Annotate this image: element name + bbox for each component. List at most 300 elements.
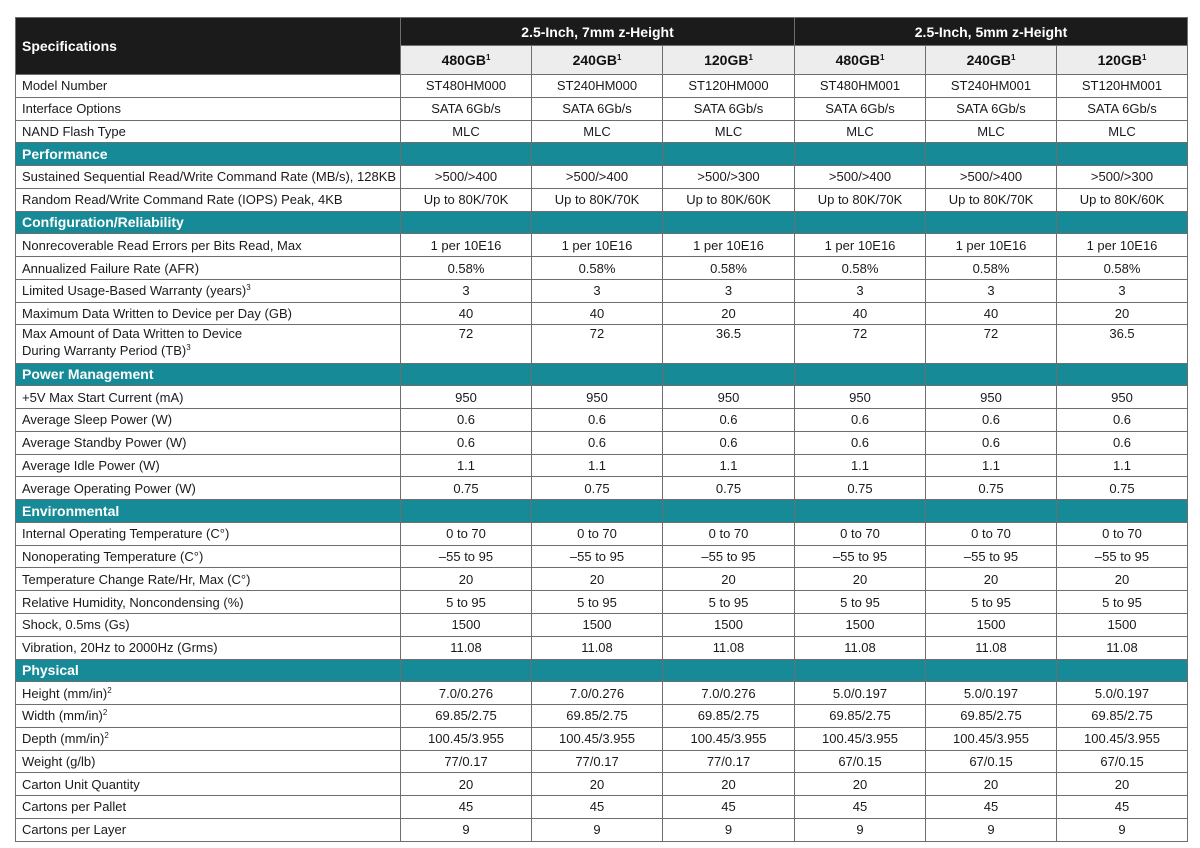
row-label-text: Weight (g/lb) — [22, 753, 96, 769]
capacity-label: 120GB — [1097, 52, 1142, 68]
spec-value: Up to 80K/60K — [663, 188, 795, 211]
section-row-configuration-reliability — [16, 211, 1188, 234]
section-row-environmental — [16, 500, 1188, 523]
row-label — [16, 166, 401, 189]
spec-value: 7.0/0.276 — [401, 682, 532, 705]
spec-value: 0 to 70 — [795, 522, 926, 545]
spec-value: 1.1 — [663, 454, 795, 477]
section-fill — [663, 500, 795, 523]
spec-value: 100.45/3.955 — [1057, 727, 1188, 750]
section-fill — [532, 211, 663, 234]
spec-value: 20 — [1057, 568, 1188, 591]
spec-value: 45 — [401, 796, 532, 819]
spec-value: 1500 — [926, 613, 1057, 636]
spec-value: SATA 6Gb/s — [532, 97, 663, 120]
section-fill — [401, 143, 532, 166]
spec-value: 0.75 — [532, 477, 663, 500]
row-label — [16, 188, 401, 211]
spec-value: 0 to 70 — [663, 522, 795, 545]
spec-value: 1 per 10E16 — [1057, 234, 1188, 257]
spec-value: 5.0/0.197 — [1057, 682, 1188, 705]
capacity-label: 480GB — [835, 52, 880, 68]
spec-value: 20 — [795, 568, 926, 591]
spec-value: >500/>400 — [401, 166, 532, 189]
row-label-text: Shock, 0.5ms (Gs) — [22, 617, 130, 633]
spec-value: 1 per 10E16 — [401, 234, 532, 257]
row-label — [16, 727, 401, 750]
section-fill — [926, 143, 1057, 166]
spec-value: 950 — [401, 386, 532, 409]
spec-value: 0.75 — [663, 477, 795, 500]
capacity-label: 240GB — [966, 52, 1011, 68]
spec-value: 3 — [795, 279, 926, 302]
spec-value: 0.6 — [926, 431, 1057, 454]
row-label — [16, 750, 401, 773]
section-fill — [926, 211, 1057, 234]
capacity-header-240gb — [926, 46, 1057, 75]
section-fill — [926, 500, 1057, 523]
spec-value: 20 — [532, 568, 663, 591]
spec-row-max-amount-of-data-written-to-device — [16, 325, 1188, 363]
row-label-text: Height (mm/in) — [22, 685, 108, 701]
spec-value: 45 — [926, 796, 1057, 819]
spec-value: 3 — [926, 279, 1057, 302]
section-fill — [663, 143, 795, 166]
spec-value: 20 — [926, 773, 1057, 796]
section-fill — [663, 363, 795, 386]
section-fill — [795, 211, 926, 234]
spec-value: 5 to 95 — [1057, 591, 1188, 614]
spec-value: 0 to 70 — [532, 522, 663, 545]
spec-value: 0.75 — [401, 477, 532, 500]
row-label-text: Model Number — [22, 78, 108, 94]
spec-value: >500/>300 — [663, 166, 795, 189]
row-label — [16, 591, 401, 614]
spec-value: 1500 — [663, 613, 795, 636]
capacity-label: 240GB — [572, 52, 617, 68]
spec-value: 69.85/2.75 — [926, 705, 1057, 728]
spec-value: 20 — [926, 568, 1057, 591]
specifications-header: Specifications — [16, 18, 401, 75]
spec-row-average-sleep-power-w — [16, 409, 1188, 432]
spec-value: 0 to 70 — [401, 522, 532, 545]
spec-value: 0.6 — [532, 409, 663, 432]
spec-value: 20 — [663, 302, 795, 325]
spec-value: 1.1 — [1057, 454, 1188, 477]
spec-row-model-number — [16, 75, 1188, 98]
footnote-marker: 3 — [186, 343, 191, 353]
footnote-marker: 1 — [879, 53, 885, 62]
spec-value: 72 — [401, 325, 532, 363]
section-fill — [1057, 659, 1188, 682]
spec-value: MLC — [401, 120, 532, 143]
section-title: Physical — [16, 659, 401, 682]
spec-value: 5 to 95 — [926, 591, 1057, 614]
spec-value: 950 — [795, 386, 926, 409]
spec-value: 5 to 95 — [795, 591, 926, 614]
spec-value: 45 — [532, 796, 663, 819]
spec-value: 0.75 — [795, 477, 926, 500]
spec-row-cartons-per-pallet — [16, 796, 1188, 819]
spec-value: 69.85/2.75 — [401, 705, 532, 728]
row-label — [16, 75, 401, 98]
spec-value: 1.1 — [532, 454, 663, 477]
section-fill — [1057, 211, 1188, 234]
spec-value: 0.6 — [401, 431, 532, 454]
row-label-text: Max Amount of Data Written to Device — [22, 326, 243, 342]
spec-value: 11.08 — [795, 636, 926, 659]
spec-value: 1 per 10E16 — [663, 234, 795, 257]
spec-value: 45 — [663, 796, 795, 819]
spec-row-5v-max-start-current-ma — [16, 386, 1188, 409]
spec-value: 5.0/0.197 — [926, 682, 1057, 705]
spec-value: 20 — [795, 773, 926, 796]
spec-value: –55 to 95 — [401, 545, 532, 568]
group-header-7mm: 2.5-Inch, 7mm z-Height — [401, 18, 795, 46]
spec-value: 1 per 10E16 — [795, 234, 926, 257]
spec-value: 0.58% — [1057, 257, 1188, 280]
spec-value: 11.08 — [926, 636, 1057, 659]
row-label-text: Vibration, 20Hz to 2000Hz (Grms) — [22, 640, 218, 656]
spec-value: 20 — [663, 568, 795, 591]
spec-value: –55 to 95 — [1057, 545, 1188, 568]
spec-value: 5 to 95 — [663, 591, 795, 614]
section-fill — [795, 363, 926, 386]
spec-value: 1.1 — [926, 454, 1057, 477]
row-label — [16, 773, 401, 796]
spec-row-weight-g-lb — [16, 750, 1188, 773]
spec-value: 5 to 95 — [532, 591, 663, 614]
section-fill — [663, 659, 795, 682]
section-fill — [532, 500, 663, 523]
spec-value: 7.0/0.276 — [663, 682, 795, 705]
spec-value: ST120HM000 — [663, 75, 795, 98]
row-label — [16, 431, 401, 454]
spec-value: 45 — [795, 796, 926, 819]
spec-row-interface-options — [16, 97, 1188, 120]
spec-value: 20 — [1057, 773, 1188, 796]
spec-value: 1 per 10E16 — [926, 234, 1057, 257]
section-row-performance — [16, 143, 1188, 166]
section-fill — [1057, 143, 1188, 166]
spec-value: 36.5 — [1057, 325, 1188, 363]
spec-value: SATA 6Gb/s — [795, 97, 926, 120]
spec-table — [15, 17, 1188, 842]
spec-value: MLC — [532, 120, 663, 143]
spec-row-random-read-write-command-rate-iops-peak-4kb — [16, 188, 1188, 211]
section-fill — [926, 659, 1057, 682]
row-label — [16, 682, 401, 705]
spec-value: 72 — [926, 325, 1057, 363]
spec-value: 0.6 — [1057, 431, 1188, 454]
spec-value: 0.6 — [401, 409, 532, 432]
spec-value: 3 — [1057, 279, 1188, 302]
spec-value: ST240HM000 — [532, 75, 663, 98]
spec-row-nonoperating-temperature-c — [16, 545, 1188, 568]
spec-value: 3 — [663, 279, 795, 302]
spec-value: 0.6 — [663, 431, 795, 454]
spec-value: SATA 6Gb/s — [926, 97, 1057, 120]
row-label — [16, 234, 401, 257]
row-label-text: Sustained Sequential Read/Write Command Rate (MB/s), 128KB — [22, 169, 397, 185]
row-label-text: Average Sleep Power (W) — [22, 412, 173, 428]
spec-value: 72 — [532, 325, 663, 363]
row-label-text: Maximum Data Written to Device per Day (GB) — [22, 306, 292, 322]
spec-value: –55 to 95 — [795, 545, 926, 568]
spec-value: 0 to 70 — [926, 522, 1057, 545]
spec-value: 77/0.17 — [401, 750, 532, 773]
spec-value: MLC — [926, 120, 1057, 143]
spec-value: 20 — [401, 773, 532, 796]
spec-value: 100.45/3.955 — [926, 727, 1057, 750]
spec-value: 3 — [532, 279, 663, 302]
row-label-text: Average Standby Power (W) — [22, 435, 187, 451]
row-label — [16, 279, 401, 302]
capacity-label: 480GB — [441, 52, 486, 68]
spec-value: 0.6 — [663, 409, 795, 432]
spec-value: 9 — [663, 818, 795, 841]
spec-value: 40 — [532, 302, 663, 325]
spec-value: 69.85/2.75 — [795, 705, 926, 728]
spec-value: 11.08 — [663, 636, 795, 659]
spec-row-average-idle-power-w — [16, 454, 1188, 477]
row-label-text-line2: During Warranty Period (TB) — [22, 343, 187, 359]
spec-value: 5.0/0.197 — [795, 682, 926, 705]
row-label — [16, 636, 401, 659]
spec-value: 1 per 10E16 — [532, 234, 663, 257]
spec-value: SATA 6Gb/s — [401, 97, 532, 120]
row-label-text: +5V Max Start Current (mA) — [22, 389, 184, 405]
footnote-marker: 2 — [104, 731, 109, 741]
spec-value: 950 — [926, 386, 1057, 409]
spec-value: SATA 6Gb/s — [1057, 97, 1188, 120]
row-label-text: NAND Flash Type — [22, 123, 126, 139]
spec-row-average-operating-power-w — [16, 477, 1188, 500]
spec-value: 67/0.15 — [795, 750, 926, 773]
spec-row-nand-flash-type — [16, 120, 1188, 143]
section-title: Performance — [16, 143, 401, 166]
spec-value: 0.6 — [795, 431, 926, 454]
row-label — [16, 705, 401, 728]
spec-value: –55 to 95 — [663, 545, 795, 568]
spec-value: 0.6 — [926, 409, 1057, 432]
spec-value: ST480HM001 — [795, 75, 926, 98]
footnote-marker: 2 — [102, 708, 108, 718]
spec-value: 11.08 — [1057, 636, 1188, 659]
row-label — [16, 796, 401, 819]
row-label — [16, 409, 401, 432]
row-label — [16, 302, 401, 325]
spec-value: MLC — [1057, 120, 1188, 143]
spec-value: 0 to 70 — [1057, 522, 1188, 545]
row-label-text: Cartons per Layer — [22, 822, 127, 838]
spec-value: 40 — [926, 302, 1057, 325]
capacity-header-480gb — [795, 46, 926, 75]
row-label-text: Nonrecoverable Read Errors per Bits Read, Max — [22, 237, 302, 253]
capacity-header-120gb — [663, 46, 795, 75]
spec-value: Up to 80K/70K — [795, 188, 926, 211]
section-fill — [663, 211, 795, 234]
spec-value: 1.1 — [795, 454, 926, 477]
spec-value: 0.58% — [926, 257, 1057, 280]
row-label — [16, 477, 401, 500]
spec-value: 11.08 — [401, 636, 532, 659]
row-label — [16, 522, 401, 545]
spec-value: 0.6 — [532, 431, 663, 454]
capacity-header-120gb — [1057, 46, 1188, 75]
spec-value: –55 to 95 — [926, 545, 1057, 568]
spec-value: 69.85/2.75 — [1057, 705, 1188, 728]
section-fill — [532, 143, 663, 166]
spec-value: >500/>400 — [926, 166, 1057, 189]
spec-value: 20 — [1057, 302, 1188, 325]
section-title: Power Management — [16, 363, 401, 386]
spec-value: MLC — [795, 120, 926, 143]
section-row-physical — [16, 659, 1188, 682]
spec-value: 1500 — [401, 613, 532, 636]
spec-value: 45 — [1057, 796, 1188, 819]
section-fill — [926, 363, 1057, 386]
spec-value: 40 — [401, 302, 532, 325]
spec-row-carton-unit-quantity — [16, 773, 1188, 796]
spec-row-depth-mm-in — [16, 727, 1188, 750]
capacity-label: 120GB — [704, 52, 749, 68]
spec-value: Up to 80K/70K — [926, 188, 1057, 211]
spec-value: >500/>400 — [532, 166, 663, 189]
section-fill — [1057, 363, 1188, 386]
spec-value: Up to 80K/70K — [401, 188, 532, 211]
spec-row-average-standby-power-w — [16, 431, 1188, 454]
spec-row-temperature-change-rate-hr-max-c — [16, 568, 1188, 591]
spec-value: 950 — [1057, 386, 1188, 409]
row-label — [16, 818, 401, 841]
footnote-marker: 1 — [1010, 53, 1016, 62]
spec-value: 950 — [663, 386, 795, 409]
spec-row-height-mm-in — [16, 682, 1188, 705]
spec-value: 67/0.15 — [1057, 750, 1188, 773]
row-label-text: Relative Humidity, Noncondensing (%) — [22, 594, 244, 610]
spec-value: SATA 6Gb/s — [663, 97, 795, 120]
spec-value: 0.58% — [401, 257, 532, 280]
spec-value: 40 — [795, 302, 926, 325]
spec-value: ST240HM001 — [926, 75, 1057, 98]
section-fill — [401, 659, 532, 682]
spec-value: 0.58% — [795, 257, 926, 280]
spec-value: 3 — [401, 279, 532, 302]
section-fill — [795, 143, 926, 166]
capacity-header-480gb — [401, 46, 532, 75]
footnote-marker: 1 — [748, 53, 753, 62]
row-label-text: Average Idle Power (W) — [22, 458, 160, 473]
row-label-text: Carton Unit Quantity — [22, 776, 140, 792]
spec-value: –55 to 95 — [532, 545, 663, 568]
footnote-marker: 2 — [107, 685, 112, 695]
section-fill — [532, 659, 663, 682]
row-label-text: Cartons per Pallet — [22, 799, 127, 815]
spec-value: 77/0.17 — [532, 750, 663, 773]
spec-value: 0.58% — [663, 257, 795, 280]
spec-row-cartons-per-layer — [16, 818, 1188, 841]
row-label — [16, 257, 401, 280]
footnote-marker: 3 — [246, 283, 251, 293]
spec-value: 9 — [1057, 818, 1188, 841]
spec-value: 67/0.15 — [926, 750, 1057, 773]
spec-row-relative-humidity-noncondensing — [16, 591, 1188, 614]
spec-row-vibration-20hz-to-2000hz-grms — [16, 636, 1188, 659]
spec-value: 9 — [401, 818, 532, 841]
spec-value: 20 — [663, 773, 795, 796]
spec-value: 9 — [795, 818, 926, 841]
section-fill — [1057, 500, 1188, 523]
spec-value: 0.6 — [795, 409, 926, 432]
row-label — [16, 386, 401, 409]
row-label — [16, 120, 401, 143]
spec-value: 20 — [532, 773, 663, 796]
spec-value: 100.45/3.955 — [663, 727, 795, 750]
row-label — [16, 325, 401, 363]
spec-row-sustained-sequential-read-write-command-rate-mb-s-128kb — [16, 166, 1188, 189]
row-label-text: Random Read/Write Command Rate (IOPS) Peak, 4KB — [22, 192, 343, 208]
spec-value: 1500 — [532, 613, 663, 636]
footnote-marker: 1 — [616, 53, 622, 62]
row-label — [16, 97, 401, 120]
spec-row-internal-operating-temperature-c — [16, 522, 1188, 545]
row-label-text: Width (mm/in) — [22, 708, 103, 724]
section-title: Configuration/Reliability — [16, 211, 401, 234]
row-label-text: Nonoperating Temperature (C°) — [22, 549, 204, 565]
row-label-text: Depth (mm/in) — [22, 731, 105, 747]
spec-value: Up to 80K/70K — [532, 188, 663, 211]
spec-value: 0.6 — [1057, 409, 1188, 432]
spec-value: >500/>400 — [795, 166, 926, 189]
row-label — [16, 613, 401, 636]
section-fill — [532, 363, 663, 386]
spec-value: 100.45/3.955 — [532, 727, 663, 750]
spec-value: 72 — [795, 325, 926, 363]
row-label-text: Internal Operating Temperature (C°) — [22, 526, 230, 542]
spec-body — [16, 75, 1188, 842]
spec-value: 1500 — [795, 613, 926, 636]
capacity-header-240gb — [532, 46, 663, 75]
section-row-power-management — [16, 363, 1188, 386]
spec-value: Up to 80K/60K — [1057, 188, 1188, 211]
section-fill — [795, 500, 926, 523]
spec-value: 100.45/3.955 — [795, 727, 926, 750]
section-fill — [401, 500, 532, 523]
spec-row-shock-0-5ms-gs — [16, 613, 1188, 636]
spec-value: ST120HM001 — [1057, 75, 1188, 98]
spec-value: 5 to 95 — [401, 591, 532, 614]
footnote-marker: 1 — [1141, 53, 1147, 62]
row-label — [16, 568, 401, 591]
spec-value: ST480HM000 — [401, 75, 532, 98]
spec-row-annualized-failure-rate-afr — [16, 257, 1188, 280]
spec-value: 11.08 — [532, 636, 663, 659]
section-fill — [795, 659, 926, 682]
row-label-text: Annualized Failure Rate (AFR) — [22, 260, 200, 276]
spec-value: 69.85/2.75 — [663, 705, 795, 728]
spec-value: 77/0.17 — [663, 750, 795, 773]
spec-value: 20 — [401, 568, 532, 591]
spec-value: 0.58% — [532, 257, 663, 280]
row-label — [16, 545, 401, 568]
row-label-text: Limited Usage-Based Warranty (years) — [22, 283, 247, 299]
row-label — [16, 454, 401, 477]
spec-value: MLC — [663, 120, 795, 143]
spec-value: 0.75 — [1057, 477, 1188, 500]
spec-value: 100.45/3.955 — [401, 727, 532, 750]
section-title: Environmental — [16, 500, 401, 523]
